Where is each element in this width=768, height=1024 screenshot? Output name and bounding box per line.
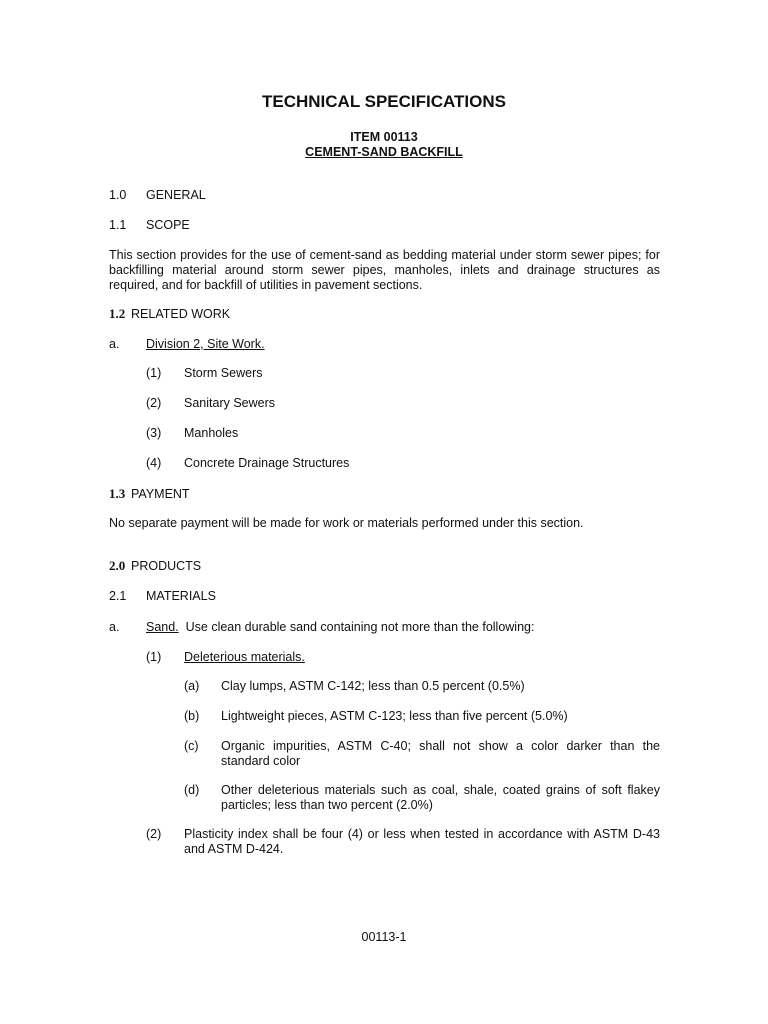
- section-heading-products: PRODUCTS: [131, 559, 202, 573]
- sub-item: Organic impurities, ASTM C-40; shall not show a color darker than the standard color: [221, 739, 660, 768]
- list-item: Storm Sewers: [184, 366, 263, 380]
- deleterious-label: Deleterious materials.: [184, 650, 305, 664]
- section-number-scope: 1.1: [109, 218, 127, 232]
- section-heading-scope: SCOPE: [146, 218, 190, 232]
- section-heading-materials: MATERIALS: [146, 589, 216, 603]
- document-title: TECHNICAL SPECIFICATIONS: [262, 92, 506, 111]
- list-item-marker: (2): [146, 827, 162, 841]
- sand-text: Use clean durable sand containing not more than the following:: [185, 620, 535, 634]
- section-number-related-work: 1.2: [109, 306, 126, 321]
- item-number: ITEM 00113: [350, 130, 418, 144]
- section-number-payment: 1.3: [109, 486, 126, 501]
- section-heading-payment: PAYMENT: [131, 487, 190, 501]
- item-name: [0, 145, 768, 160]
- page-number: 00113-1: [361, 930, 407, 944]
- list-item-marker: (2): [146, 396, 162, 410]
- sub-item: Other deleterious materials such as coal, shale, coated grains of soft flakey particles; less than two percent (2.0%): [221, 783, 660, 812]
- list-marker-a: a.: [109, 620, 120, 634]
- list-item: Concrete Drainage Structures: [184, 456, 350, 470]
- plasticity-paragraph: Plasticity index shall be four (4) or less when tested in accordance with ASTM D-43 and ASTM D-424.: [184, 827, 660, 856]
- section-number-products: 2.0: [109, 558, 126, 573]
- sub-item-marker: (a): [184, 679, 200, 693]
- list-item-marker: (1): [146, 366, 162, 380]
- list-item-marker: (3): [146, 426, 162, 440]
- list-item: Sanitary Sewers: [184, 396, 276, 410]
- payment-paragraph: No separate payment will be made for work or materials performed under this section.: [109, 516, 584, 530]
- list-item: Manholes: [184, 426, 239, 440]
- sand-label: Sand.: [146, 620, 179, 634]
- item-name-text: CEMENT-SAND BACKFILL: [305, 145, 463, 159]
- scope-paragraph: This section provides for the use of cement-sand as bedding material under storm sewer pipes; for backfilling material around storm sewer pipes, manholes, inlets and drainage structures as required, and for backfill of utilities in pavement sections.: [109, 248, 660, 292]
- sand-paragraph: [146, 620, 534, 635]
- sub-item-marker: (b): [184, 709, 200, 723]
- section-heading-general: GENERAL: [146, 188, 206, 202]
- sub-item: Clay lumps, ASTM C-142; less than 0.5 percent (0.5%): [221, 679, 525, 693]
- sub-item: Lightweight pieces, ASTM C-123; less than five percent (5.0%): [221, 709, 568, 723]
- list-marker-a: a.: [109, 337, 120, 351]
- related-work-division-label: Division 2, Site Work.: [146, 337, 265, 351]
- section-number-materials: 2.1: [109, 589, 127, 603]
- sub-item-marker: (c): [184, 739, 199, 753]
- sub-item-marker: (d): [184, 783, 200, 797]
- list-item-marker: (4): [146, 456, 162, 470]
- list-item-marker: (1): [146, 650, 162, 664]
- section-number-general: 1.0: [109, 188, 127, 202]
- section-heading-related-work: RELATED WORK: [131, 307, 231, 321]
